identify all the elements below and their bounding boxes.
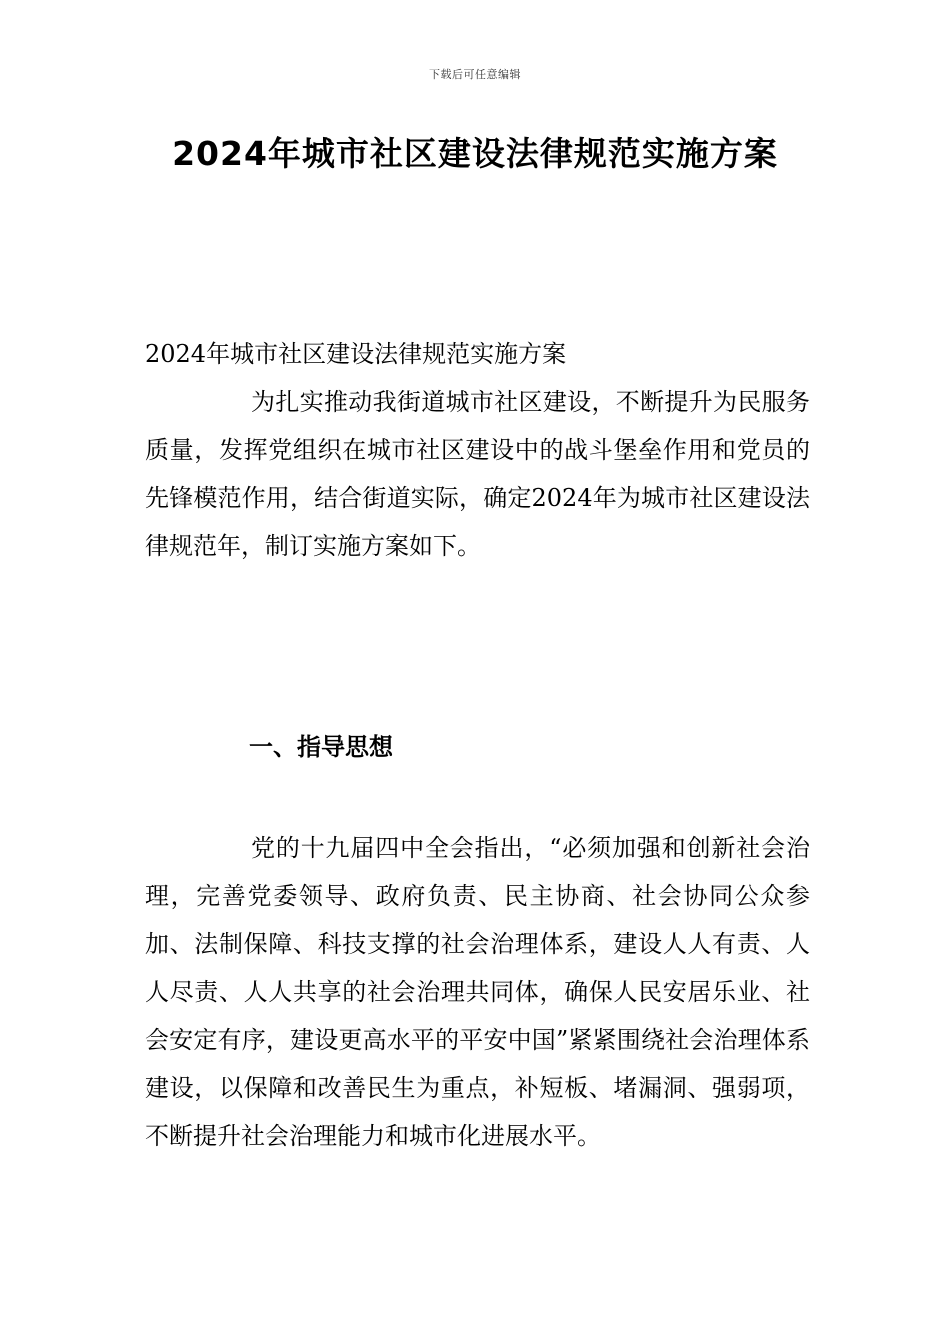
document-title: 2024年城市社区建设法律规范实施方案: [172, 134, 778, 173]
document-subtitle: 2024年城市社区建设法律规范实施方案: [145, 340, 567, 368]
intro-paragraph: 为扎实推动我街道城市社区建设，不断提升为民服务质量，发挥党组织在城市社区建设中的战斗堡垒作用和党员的先锋模范作用，结合街道实际，确定2024年为城市社区建设法律规范年，制订实施方案如下。: [145, 388, 810, 560]
download-note: 下载后可任意编辑: [429, 68, 521, 81]
section-heading-guiding-ideology: 一、指导思想: [249, 732, 393, 761]
section-body-guiding-ideology: 党的十九届四中全会指出，“必须加强和创新社会治理，完善党委领导、政府负责、民主协商、社会协同公众参加、法制保障、科技支撑的社会治理体系，建设人人有责、人人尽责、人人共享的社会治理共同体，确保人民安居乐业、社会安定有序，建设更高水平的平安中国”紧紧围绕社会治理体系建设，以保障和改善民生为重点，补短板、堵漏洞、强弱项，不断提升社会治理能力和城市化进展水平。: [145, 834, 810, 1150]
